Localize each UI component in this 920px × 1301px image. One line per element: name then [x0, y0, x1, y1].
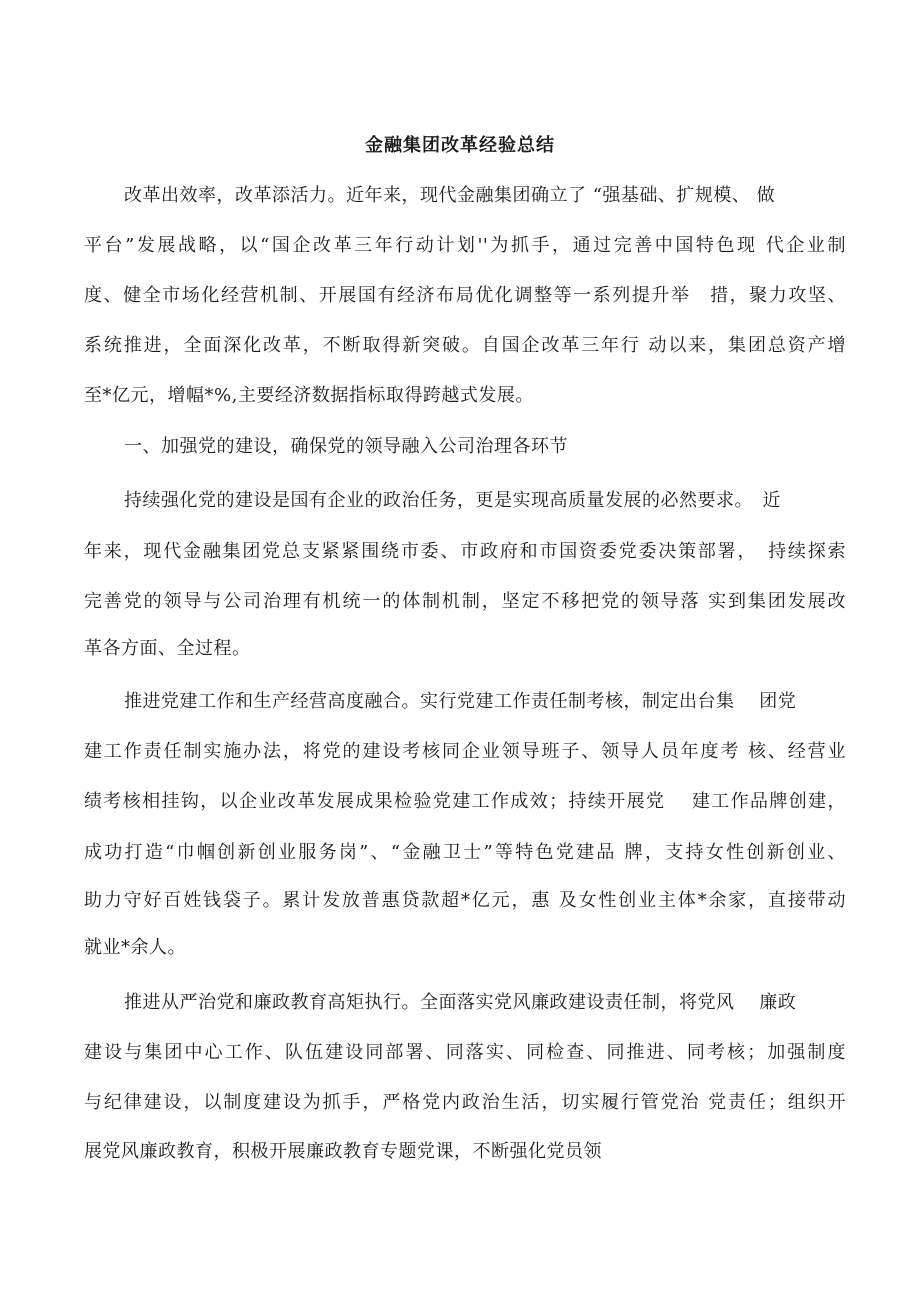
text-line-16: 就业*余人。 — [84, 937, 186, 958]
section-heading-1: 一、加强党的建设，确保党的领导融入公司治理各环节 — [124, 436, 568, 457]
text-line-9: 完善党的领导与公司治理有机统一的体制机制，坚定不移把党的领导落 实到集团发展改 — [84, 591, 846, 612]
text-line-19: 与纪律建设，以制度建设为抓手，严格党内政治生活，切实履行管党治 党责任；组织开 — [84, 1092, 846, 1113]
text-line-15: 助力守好百姓钱袋子。累计发放普惠贷款超*亿元，惠 及女性创业主体*余家，直接带动 — [84, 890, 846, 911]
text-line-14: 成功打造“巾帼创新创业服务岗”、“金融卫士”等特色党建品 牌，支持女性创新创业、 — [84, 842, 846, 863]
text-line-18: 建设与集团中心工作、队伍建设同部署、同落实、同检查、同推进、同考核；加强制度 — [84, 1042, 846, 1063]
text-line-7: 持续强化党的建设是国有企业的政治任务，更是实现高质量发展的必然要求。 近 — [124, 490, 781, 511]
text-line-8: 年来，现代金融集团党总支紧紧围绕市委、市政府和市国资委党委决策部署， 持续探索 — [84, 541, 846, 562]
text-line-2: 平台”发展战略，以“国企改革三年行动计划''为抓手，通过完善中国特色现 代企业制 — [84, 235, 846, 256]
text-line-11: 推进党建工作和生产经营高度融合。实行党建工作责任制考核，制定出台集 团党 — [124, 691, 797, 712]
text-line-3: 度、健全市场化经营机制、开展国有经济布局优化调整等一系列提升举 措，聚力攻坚、 — [84, 285, 846, 306]
document-title: 金融集团改革经验总结 — [365, 135, 555, 156]
text-line-4: 系统推进，全面深化改革，不断取得新突破。自国企改革三年行 动以来，集团总资产增 — [84, 335, 846, 356]
text-line-10: 革各方面、全过程。 — [84, 638, 251, 659]
text-line-12: 建工作责任制实施办法，将党的建设考核同企业领导班子、领导人员年度考 核、经营业 — [84, 741, 846, 762]
text-line-1: 改革出效率，改革添活力。近年来，现代金融集团确立了 “强基础、扩规模、 做 — [124, 185, 776, 206]
text-line-17: 推进从严治党和廉政教育高矩执行。全面落实党风廉政建设责任制，将党风 廉政 — [124, 992, 797, 1013]
text-line-13: 绩考核相挂钩，以企业改革发展成果检验党建工作成效；持续开展党 建工作品牌创建， — [84, 791, 846, 812]
text-line-5: 至*亿元，增幅*%,主要经济数据指标取得跨越式发展。 — [84, 385, 534, 406]
text-line-20: 展党风廉政教育，积极开展廉政教育专题党课，不断强化党员领 — [84, 1141, 602, 1162]
